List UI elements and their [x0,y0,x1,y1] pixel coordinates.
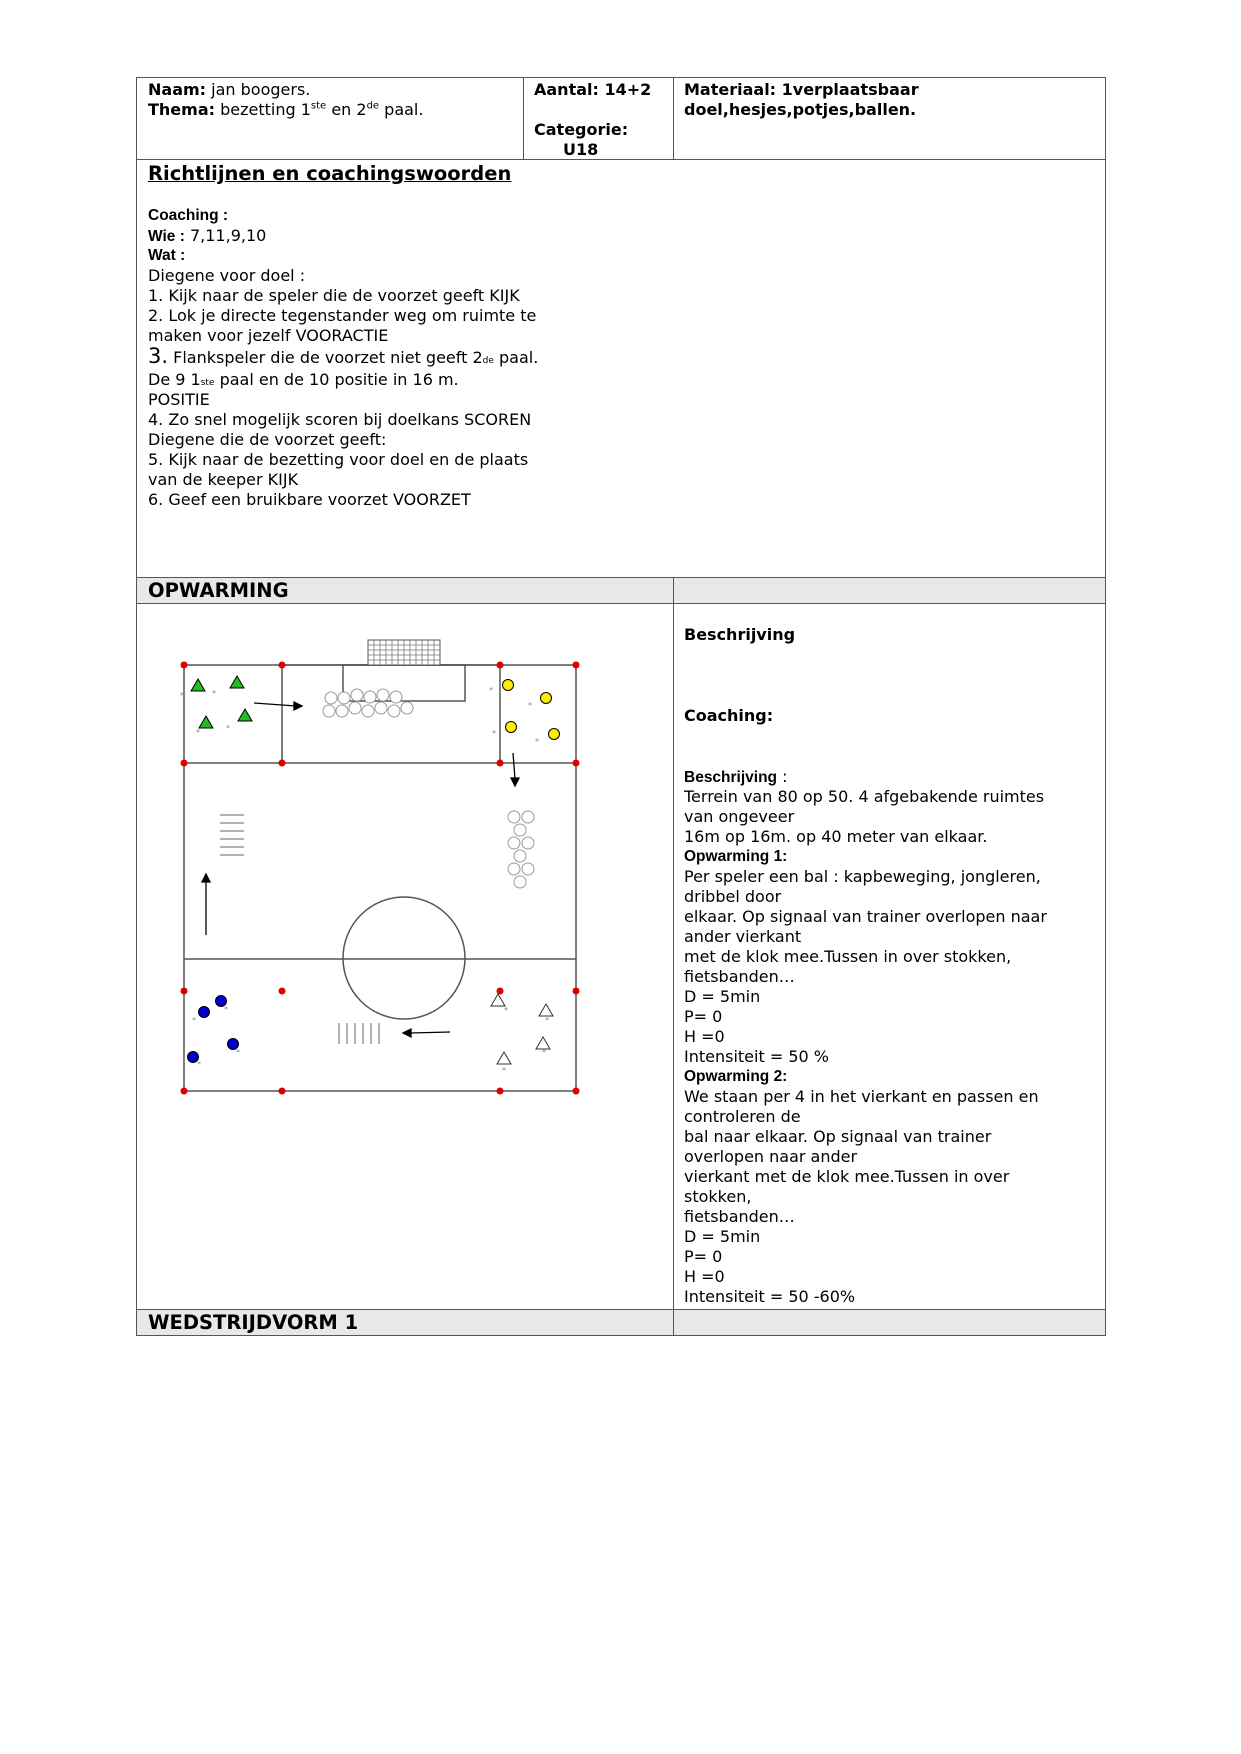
opwarming-2-line: H =0 [684,1267,725,1286]
thema-label: Thema: [148,100,216,119]
richtlijn-line-7: POSITIE [148,390,210,409]
opwarming-1-line: elkaar. Op signaal van trainer overlopen naar [684,907,1047,926]
goal-net-icon [368,640,440,665]
description-line: 16m op 16m. op 40 meter van elkaar. [684,827,988,846]
line-5-text-b: paal. [499,348,539,367]
description-line: van ongeveer [684,807,795,826]
coaching-label: Coaching : [148,207,229,224]
thema-sup-2: de [366,100,380,112]
line-5-sub: de [482,356,494,366]
richtlijnen-body [148,206,538,510]
richtlijn-line-6 [148,370,538,390]
opwarming-2-line: We staan per 4 in het vierkant en passen en [684,1087,1039,1106]
opwarming-1-line: P= 0 [684,1007,723,1026]
richtlijnen-title: Richtlijnen en coachingswoorden [148,162,512,185]
opwarming-2-line: bal naar elkaar. Op signaal van trainer [684,1127,992,1146]
svg-text:*: * [212,689,216,698]
beschrijving-label: Beschrijving [684,769,778,786]
svg-text:*: * [196,728,200,737]
line-6-text-b: paal en de 10 positie in 16 m. [219,370,459,389]
player-marks [180,686,549,1075]
opwarming-1-line: ander vierkant [684,927,802,946]
aantal: Aantal: 14+2 [534,80,652,99]
coaching-heading: Coaching: [684,706,774,725]
thema-text-1: bezetting 1 [220,100,311,119]
richtlijn-line-9: Diegene die de voorzet geeft: [148,430,387,449]
naam-line [148,80,310,100]
opwarming-2-line: vierkant met de klok mee.Tussen in over [684,1167,1010,1186]
wie-line [148,226,538,246]
beschrijving-colon: : [777,767,788,786]
center-circle [343,897,465,1019]
richtlijn-line-2: 1. Kijk naar de speler die de voorzet geeft KIJK [148,286,520,305]
svg-text:*: * [226,724,230,733]
opwarming-2-line: controleren de [684,1107,801,1126]
categorie-label: Categorie: [534,120,629,139]
balls-group-top [323,689,413,717]
opwarming-1-line: dribbel door [684,887,782,906]
green-team-players [191,676,252,728]
line-5-number: 3. [148,344,169,368]
description-line: Terrein van 80 op 50. 4 afgebakende ruimtes [684,787,1045,806]
thema-text-3: paal. [384,100,424,119]
svg-text:*: * [502,1066,506,1075]
wedstrijdvorm-title-cell-right [673,1309,1106,1336]
opwarming-1-line: H =0 [684,1027,725,1046]
svg-text:*: * [542,1048,546,1057]
opwarming-2-line: overlopen naar ander [684,1147,858,1166]
richtlijn-line-5 [148,346,538,370]
materiaal-line-1: Materiaal: 1verplaatsbaar [684,80,919,99]
wedstrijdvorm-title: WEDSTRIJDVORM 1 [148,1311,359,1334]
richtlijn-line-8: 4. Zo snel mogelijk scoren bij doelkans SCOREN [148,410,532,429]
beschrijving-heading: Beschrijving [684,625,796,644]
naam-label: Naam: [148,80,207,99]
wie-value: 7,11,9,10 [189,226,267,245]
richtlijn-line-11: van de keeper KIJK [148,470,299,489]
line-6-sub: ste [200,378,215,388]
wie-label: Wie : [148,228,185,245]
categorie-value: U18 [563,140,599,159]
materiaal-line-2: doel,hesjes,potjes,ballen. [684,100,917,119]
svg-text:*: * [489,686,493,695]
svg-text:*: * [224,1005,228,1014]
naam-value: jan boogers. [211,80,311,99]
opwarming-2-line: fietsbanden… [684,1207,795,1226]
field-diagram [136,603,674,1310]
svg-text:*: * [180,691,184,700]
opwarming-2-line: Intensiteit = 50 -60% [684,1287,856,1306]
svg-text:*: * [528,701,532,710]
movement-arrows [202,702,519,1037]
line-6-text-a: De 9 1 [148,370,201,389]
richtlijn-line-4: maken voor jezelf VOORACTIE [148,326,389,345]
opwarming-1-line: D = 5min [684,987,761,1006]
opwarming-1-line: Intensiteit = 50 % [684,1047,829,1066]
thema-sup-1: ste [310,100,327,112]
opwarming-1-label: Opwarming 1: [684,848,788,865]
svg-text:*: * [197,1060,201,1069]
thema-text-2: en 2 [331,100,367,119]
opwarming-title: OPWARMING [148,579,289,602]
svg-text:*: * [504,1006,508,1015]
svg-text:*: * [492,729,496,738]
thema-line [148,100,423,120]
opwarming-2-line: D = 5min [684,1227,761,1246]
svg-text:*: * [192,1016,196,1025]
hurdles-left [220,815,244,855]
blue-team-players [188,996,239,1063]
opwarming-2-label: Opwarming 2: [684,1068,788,1085]
opwarming-2-line: P= 0 [684,1247,723,1266]
svg-text:*: * [236,1048,240,1057]
balls-group-right [508,811,534,888]
hurdles-bottom [339,1023,379,1044]
opwarming-1-line: met de klok mee.Tussen in over stokken, [684,947,1012,966]
beschrijving-label-line [684,767,1047,787]
line-5-text-a: Flankspeler die de voorzet niet geeft 2 [173,348,483,367]
richtlijn-line-10: 5. Kijk naar de bezetting voor doel en de plaats [148,450,529,469]
wat-label: Wat : [148,247,186,264]
richtlijn-line-1: Diegene voor doel : [148,266,306,285]
richtlijn-line-3: 2. Lok je directe tegenstander weg om ruimte te [148,306,537,325]
opwarming-2-line: stokken, [684,1187,752,1206]
svg-text:*: * [535,737,539,746]
description-body [684,767,1047,1307]
svg-text:*: * [545,1016,549,1025]
opwarming-1-line: Per speler een bal : kapbeweging, jongleren, [684,867,1041,886]
opwarming-1-line: fietsbanden… [684,967,795,986]
opwarming-title-cell-right [673,577,1106,604]
richtlijn-line-12: 6. Geef een bruikbare voorzet VOORZET [148,490,471,509]
